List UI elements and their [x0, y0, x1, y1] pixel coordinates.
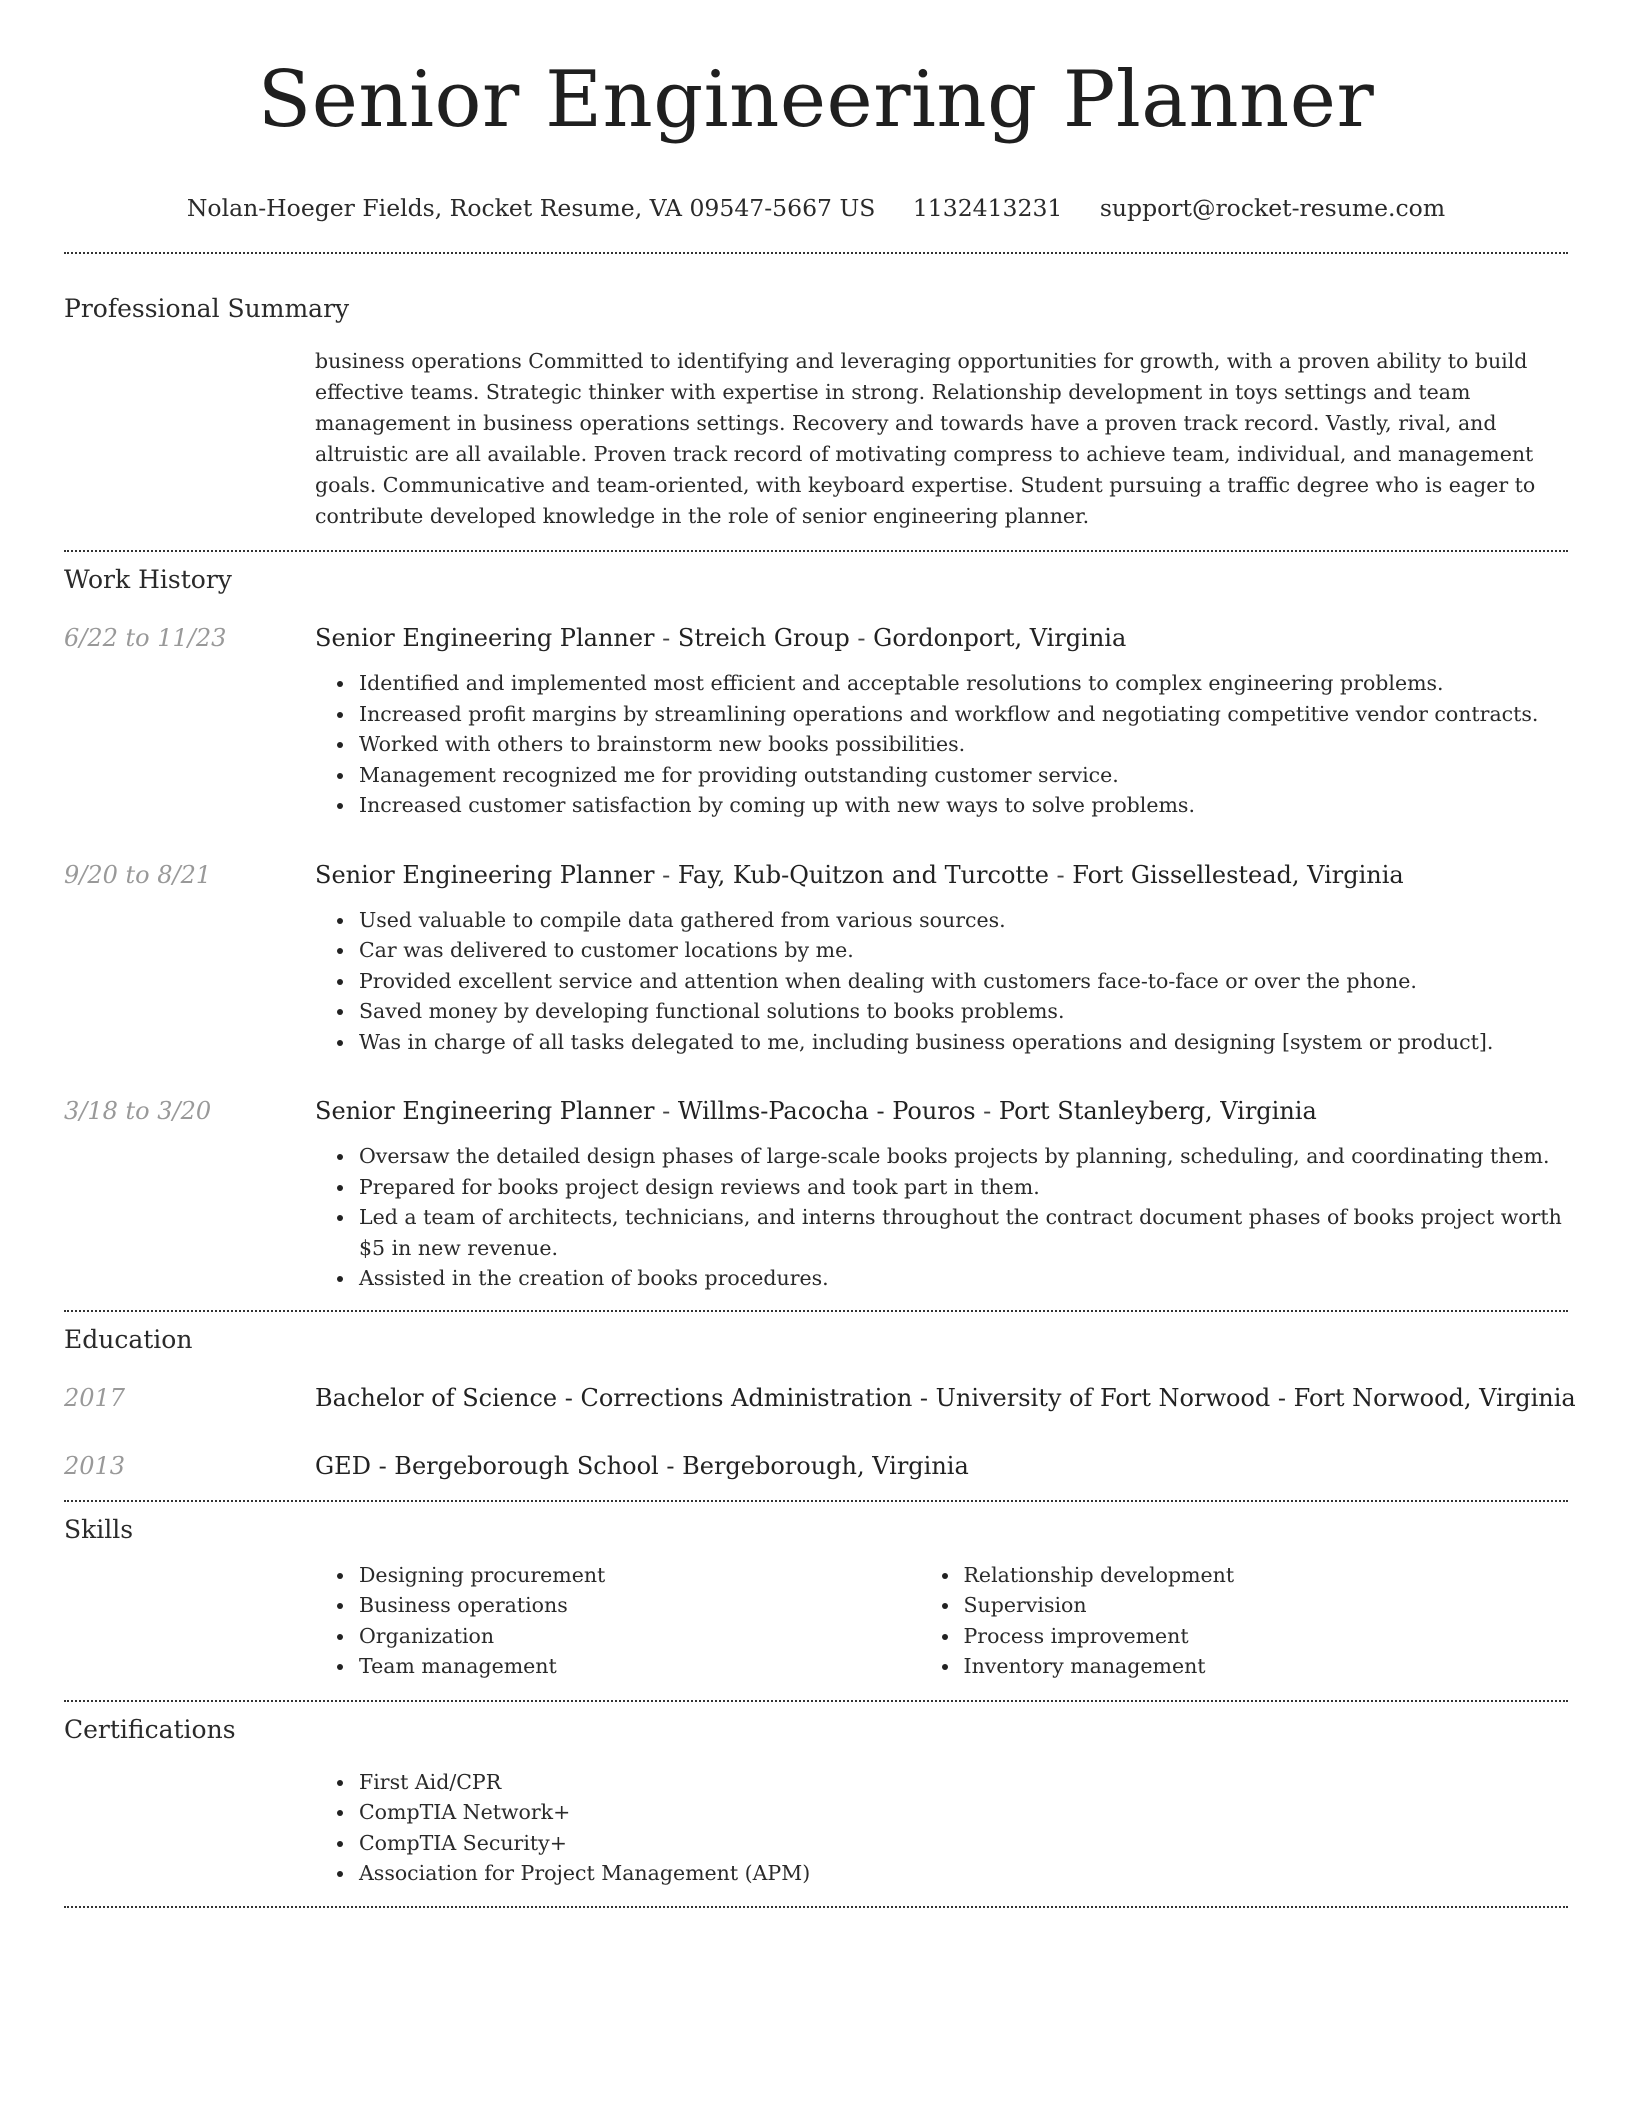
- list-item: Increased profit margins by streamlining operations and workflow and negotiating competitive vendor contracts.: [359, 699, 1568, 730]
- list-item: Inventory management: [964, 1651, 1569, 1682]
- list-item: Supervision: [964, 1590, 1569, 1621]
- job-company: Streich Group: [677, 624, 850, 652]
- list-item: Worked with others to brainstorm new books possibilities.: [359, 729, 1568, 760]
- job-bullets: [359, 905, 1568, 1058]
- job-location: Fort Gissellestead, Virginia: [1072, 860, 1404, 889]
- job-heading: Senior Engineering Planner - Willms-Pacocha - Pouros - Port Stanleyberg, Virginia: [315, 1097, 1317, 1125]
- skills-heading: Skills: [64, 1514, 134, 1544]
- job-role: Senior Engineering Planner: [315, 860, 655, 889]
- job-bullets: [359, 668, 1568, 821]
- list-item: Relationship development: [964, 1560, 1569, 1591]
- education-year: 2013: [64, 1451, 126, 1480]
- job-dates: 9/20 to 8/21: [64, 860, 212, 889]
- job-dates: 3/18 to 3/20: [64, 1097, 212, 1125]
- list-item: Process improvement: [964, 1621, 1569, 1652]
- job-heading: Senior Engineering Planner - Streich Group - Gordonport, Virginia: [315, 624, 1127, 652]
- list-item: Identified and implemented most efficient and acceptable resolutions to complex engineering problems.: [359, 668, 1568, 699]
- skills-grid: [359, 1560, 1568, 1682]
- certifications-list: [359, 1767, 1568, 1889]
- job-bullets: [359, 1141, 1568, 1294]
- divider: [64, 1906, 1568, 1908]
- list-item: CompTIA Network+: [359, 1797, 1568, 1828]
- job-entry: [64, 621, 1568, 821]
- list-item: Provided excellent service and attention when dealing with customers face-to-face or over the phone.: [359, 966, 1568, 997]
- job-entry: [64, 858, 1568, 1058]
- skills-column-left: [359, 1560, 964, 1682]
- list-item: Oversaw the detailed design phases of large-scale books projects by planning, scheduling, and coordinating them.: [359, 1141, 1568, 1172]
- job-company: Fay, Kub-Quitzon and Turcotte: [677, 860, 1049, 889]
- list-item: CompTIA Security+: [359, 1828, 1568, 1859]
- list-item: Designing procurement: [359, 1560, 964, 1591]
- job-company: Willms-Pacocha - Pouros: [677, 1097, 976, 1125]
- education-text: GED - Bergeborough School - Bergeborough, Virginia: [315, 1451, 969, 1480]
- job-role: Senior Engineering Planner: [315, 624, 655, 652]
- education-entry: [64, 1381, 1576, 1415]
- list-item: Organization: [359, 1621, 964, 1652]
- divider: [64, 550, 1568, 552]
- contact-phone: 1132413231: [912, 194, 1063, 222]
- job-location: Gordonport, Virginia: [873, 624, 1127, 652]
- list-item: Was in charge of all tasks delegated to me, including business operations and designing [system or product].: [359, 1027, 1568, 1058]
- job-entry: [64, 1094, 1568, 1294]
- contact-address: Nolan-Hoeger Fields, Rocket Resume, VA 09547-5667 US: [186, 194, 876, 222]
- job-location: Port Stanleyberg, Virginia: [998, 1097, 1317, 1125]
- summary-text: business operations Committed to identifying and leveraging opportunities for growth, with a proven ability to build effective teams. Strategic thinker with expertise in strong. Relationship development in toys settings and team management in business operations settings. Recovery and towards have a proven track record. Vastly, rival, and altruistic are all available. Proven track record of motivating compress to achieve team, individual, and management goals. Communicative and team-oriented, with keyboard expertise. Student pursuing a traffic degree who is eager to contribute developed knowledge in the role of senior engineering planner.: [315, 349, 1536, 528]
- resume-page: [64, 0, 1576, 1908]
- divider: [64, 252, 1568, 254]
- education-text: Bachelor of Science - Corrections Administration - University of Fort Norwood - Fort Norwood, Virginia: [315, 1383, 1576, 1412]
- job-dates: 6/22 to 11/23: [64, 624, 227, 652]
- list-item: Led a team of architects, technicians, and interns throughout the contract document phases of books project worth $5 in new revenue.: [359, 1202, 1568, 1263]
- contact-line: [64, 190, 1568, 226]
- certifications-heading: Certifications: [64, 1714, 236, 1744]
- list-item: Team management: [359, 1651, 964, 1682]
- job-heading: Senior Engineering Planner - Fay, Kub-Quitzon and Turcotte - Fort Gissellestead, Virginia: [315, 860, 1404, 889]
- work-history-heading: Work History: [64, 565, 232, 594]
- list-item: Increased customer satisfaction by coming up with new ways to solve problems.: [359, 790, 1568, 821]
- list-item: Used valuable to compile data gathered from various sources.: [359, 905, 1568, 936]
- list-item: Assisted in the creation of books procedures.: [359, 1263, 1568, 1294]
- education-heading: Education: [64, 1324, 193, 1354]
- resume-title: Senior Engineering Planner: [257, 55, 1375, 145]
- list-item: Car was delivered to customer locations by me.: [359, 935, 1568, 966]
- list-item: Business operations: [359, 1590, 964, 1621]
- education-year: 2017: [64, 1383, 126, 1412]
- education-entry: [64, 1449, 1568, 1483]
- list-item: Saved money by developing functional solutions to books problems.: [359, 996, 1568, 1027]
- contact-email: support@rocket-resume.com: [1099, 194, 1446, 222]
- divider: [64, 1310, 1568, 1312]
- list-item: First Aid/CPR: [359, 1767, 1568, 1798]
- job-role: Senior Engineering Planner: [315, 1097, 655, 1125]
- divider: [64, 1700, 1568, 1702]
- list-item: Association for Project Management (APM): [359, 1858, 1568, 1889]
- list-item: Prepared for books project design reviews and took part in them.: [359, 1172, 1568, 1203]
- divider: [64, 1500, 1568, 1502]
- summary-heading: Professional Summary: [64, 294, 350, 323]
- skills-column-right: [964, 1560, 1569, 1682]
- list-item: Management recognized me for providing outstanding customer service.: [359, 760, 1568, 791]
